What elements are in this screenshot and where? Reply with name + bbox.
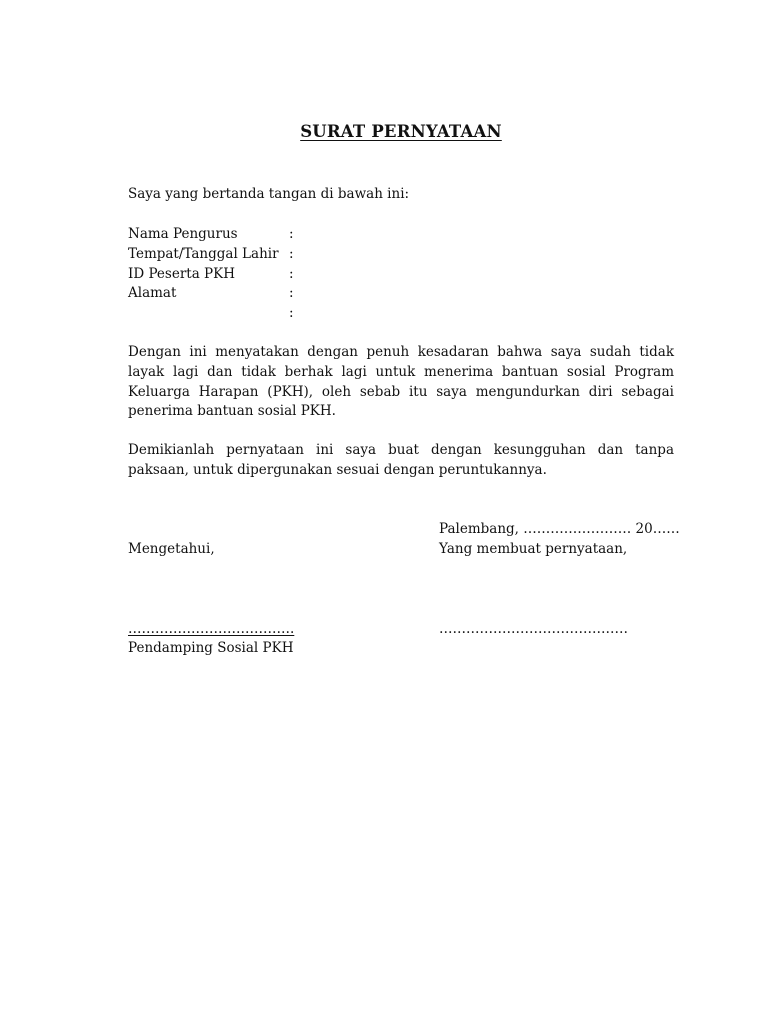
field-colon: : [289, 305, 294, 322]
field-label-pkh-id: ID Peserta PKH [128, 265, 235, 282]
intro-text: Saya yang bertanda tangan di bawah ini: [128, 186, 410, 202]
right-signature-line: …………………………………… [439, 621, 628, 637]
field-row-pkh-id [128, 265, 299, 285]
field-row-address-continued [128, 304, 299, 324]
document-title: SURAT PERNYATAAN [300, 122, 502, 141]
maker-label: Yang membuat pernyataan, [439, 541, 628, 557]
field-label-birth: Tempat/Tanggal Lahir [128, 245, 279, 262]
field-colon: : [289, 245, 294, 262]
statement-paragraph: Dengan ini menyatakan dengan penuh kesadaran bahwa saya sudah tidak layak lagi dan tidak berhak lagi untuk menerima bantuan sosial Program Keluarga Harapan (PKH), oleh sebab itu saya mengundurkan diri sebagai penerima bantuan sosial PKH. [128, 344, 674, 420]
field-colon: : [289, 226, 294, 242]
identity-fields [128, 225, 299, 324]
place-date: Palembang, …………………… 20…… [439, 521, 680, 537]
closing-paragraph: Demikianlah pernyataan ini saya buat dengan kesungguhan dan tanpa paksaan, untuk dipergunakan sesuai dengan peruntukannya. [128, 442, 674, 478]
field-colon: : [289, 265, 294, 282]
left-signatory-title: Pendamping Sosial PKH [128, 640, 294, 656]
field-colon: : [289, 285, 294, 302]
field-label-address: Alamat [128, 285, 177, 302]
field-row-address [128, 284, 299, 304]
left-signature-line: ………………………………. [128, 621, 295, 637]
field-label-address-continued [128, 304, 289, 324]
acknowledged-label: Mengetahui, [128, 541, 215, 557]
field-row-name [128, 225, 299, 245]
field-label-name: Nama Pengurus [128, 226, 238, 242]
field-row-birth [128, 245, 299, 265]
